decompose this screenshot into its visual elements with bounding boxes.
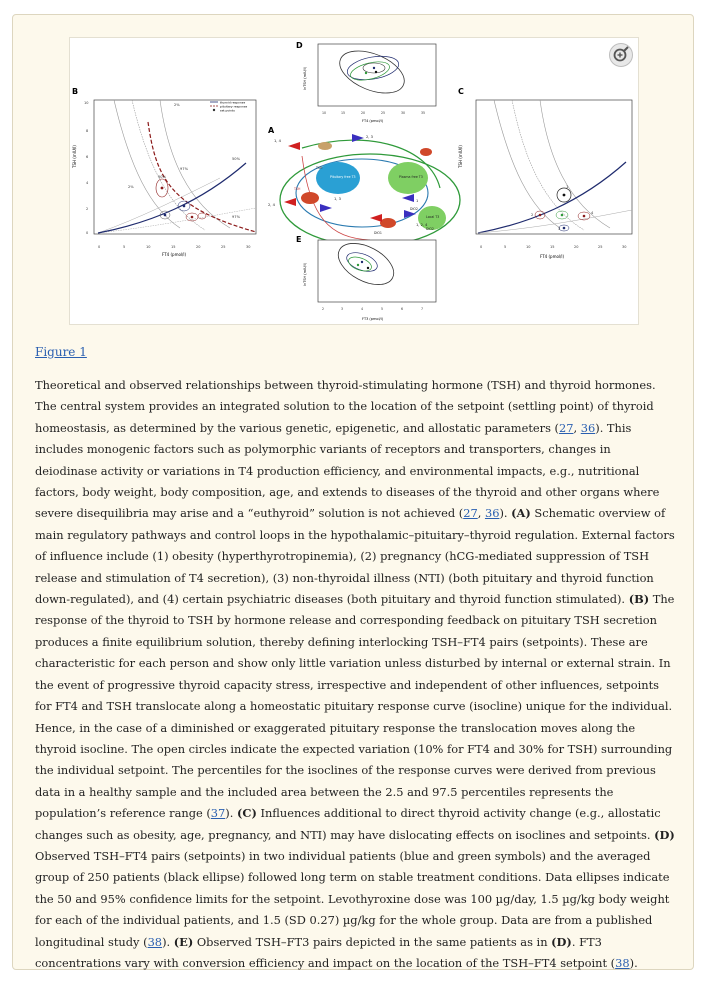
panel-e-ylabel: lnTSH (mIU/l)	[303, 262, 307, 286]
c-marker-label: 3	[558, 227, 561, 231]
svg-text:8: 8	[86, 129, 89, 133]
svg-text:10: 10	[84, 101, 89, 105]
panel-d-xlabel: FT4 (pmol/l)	[362, 119, 384, 123]
panel-d-label: D	[296, 41, 303, 50]
figure-card	[12, 14, 694, 970]
panel-b	[72, 87, 256, 257]
panel-e-label: E	[296, 235, 302, 244]
ref-link[interactable]: 38	[147, 934, 163, 949]
figure-illustration	[70, 38, 638, 324]
caption-text: ).	[499, 506, 512, 521]
c-marker-label: 4	[591, 211, 594, 215]
a-number: 2, 4	[268, 203, 275, 207]
panel-ref: (B)	[628, 592, 650, 607]
panel-b-label: B	[72, 87, 79, 96]
panel-ref: (C)	[236, 806, 257, 821]
panel-d-ylabel: lnTSH (mIU/l)	[303, 66, 307, 90]
a-label: DIO2	[410, 207, 418, 211]
a-label: TSH	[316, 166, 323, 170]
svg-text:25: 25	[221, 245, 226, 249]
svg-text:5: 5	[123, 245, 126, 249]
panel-a-label: A	[268, 126, 275, 135]
panel-c-xlabel: FT4 (pmol/l)	[540, 254, 565, 259]
caption-text: Schematic overview of main regulatory pathways and control loops in the hypothalamic–pituitary–thyroid regulation. External factors of influence include (1) obesity (hyperthyrotropinemia), (2) pregnancy (hCG-mediated suppression of TSH release and stimulation of T4 secretion), (3) non-thyroidal illness (NTI) (both pituitary and thyroid function down-regulated), and (4) certain psychiatric diseases (both pituitary and thyroid function stimulated).	[35, 506, 675, 607]
caption-text: ).	[162, 934, 174, 949]
svg-text:5: 5	[504, 245, 507, 249]
svg-text:30: 30	[622, 245, 627, 249]
panel-c-ylabel: TSH (mIU/l)	[458, 145, 463, 168]
a-label: DIO1	[374, 231, 382, 235]
ref-link[interactable]: 38	[615, 955, 630, 970]
svg-text:15: 15	[171, 245, 176, 249]
zoom-in-icon	[610, 44, 632, 66]
caption-text: ). This includes monogenic factors such as polymorphic variants of receptors and transporters, changes in deiodinase activity or variations in T4 production efficiency, and environmental impacts, e.g., nutritional factors, body weight, body composition, age, and extends to diseases of the thyroid and other organs where severe disequilibria may arise and a “euthyroid” solution is not achieved (	[35, 420, 660, 521]
c-marker-label: 2	[531, 213, 534, 217]
caption-text: Observed TSH–FT3 pairs depicted in the same patients as in	[193, 934, 552, 949]
c-marker-label: 1	[566, 185, 569, 189]
a-label: Pituitary free T3	[330, 175, 356, 179]
caption-text: . FT3 concentrations vary with conversion efficiency and impact on the location of the TSH–FT4 setpoint (	[35, 934, 616, 970]
a-number: 2, 3	[366, 135, 373, 139]
panel-ref: (A)	[511, 506, 531, 521]
svg-text:25: 25	[598, 245, 603, 249]
svg-text:30: 30	[401, 111, 406, 115]
svg-text:6: 6	[401, 307, 404, 311]
ref-link[interactable]: 27	[559, 420, 574, 435]
panel-ref: (D)	[551, 934, 572, 949]
svg-text:10: 10	[526, 245, 531, 249]
caption-text: ).	[629, 955, 638, 970]
a-label: DIO2	[426, 227, 434, 231]
a-number: 1, 4	[274, 139, 281, 143]
svg-text:35: 35	[421, 111, 426, 115]
figure-link[interactable]: Figure 1	[35, 345, 87, 359]
panel-b-ylabel: TSH (mIU/l)	[72, 145, 77, 168]
pct-label: 97%	[232, 215, 240, 219]
caption-text: Theoretical and observed relationships between thyroid-stimulating hormone (TSH) and thyroid hormones. The central system provides an integrated solution to the location of the setpoint (settling point) of thyroid homeostasis, as determined by the various genetic, epigenetic, and allostatic parameters (	[35, 378, 656, 435]
svg-text:20: 20	[574, 245, 579, 249]
svg-text:25: 25	[381, 111, 386, 115]
pct-label: 2%	[128, 185, 134, 189]
ref-link[interactable]: 36	[580, 420, 596, 435]
svg-text:2: 2	[86, 207, 89, 211]
legend-pituitary: pituitary response	[220, 104, 248, 109]
svg-text:15: 15	[550, 245, 555, 249]
panel-c	[458, 87, 632, 259]
caption-text: ).	[225, 806, 237, 821]
panel-ref: (E)	[173, 934, 194, 949]
ref-link[interactable]: 36	[484, 506, 500, 521]
a-label: TSH	[294, 187, 301, 191]
panel-c-label: C	[458, 87, 464, 96]
panel-b-xlabel: FT4 (pmol/l)	[162, 252, 187, 257]
zoom-button[interactable]	[609, 43, 633, 67]
svg-text:20: 20	[361, 111, 366, 115]
caption-text: The response of the thyroid to TSH by hormone release and corresponding feedback on pituitary TSH secretion produces a finite equilibrium solution, thereby defining interlocking TSH–FT4 pairs (setpoints). These are characteristic for each person and show only little variation unless disturbed by internal or external strain. In the event of progressive thyroid capacity stress, irrespective and independent of other influences, setpoints for FT4 and TSH translocate along a homeostatic pituitary response curve (isocline) unique for the individual. Hence, in the case of a diminished or exaggerated pituitary response the translocation moves along the thyroid isocline. The open circles indicate the expected variation (10% for FT4 and 30% for TSH) surrounding the individual setpoint. The percentiles for the isoclines of the response curves were derived from previous data in a healthy sample and the included area between the 2.5 and 97.5 percentiles represents the population’s reference range (	[35, 592, 675, 821]
ref-link[interactable]: 37	[210, 806, 226, 821]
figure-caption: Theoretical and observed relationships between thyroid-stimulating hormone (TSH) and thyroid hormones. The central system provides an integrated solution to the location of the setpoint (settling point) of thyroid homeostasis, as determined by the various genetic, epigenetic, and allostatic parameters (27, 36). This includes monogenic factors such as polymorphic variants of receptors and transporters, changes in deiodinase activity or variations in T4 production efficiency, and environmental impacts, e.g., nutritional factors, body weight, body composition, age, and extends to diseases of the thyroid and other organs where severe disequilibria may arise and a “euthyroid” solution is not achieved (27, 36). (A) Schematic overview of main regulatory pathways and control loops in the hypothalamic–pituitary–thyroid regulation. External factors of influence include (1) obesity (hyperthyrotropinemia), (2) pregnancy (hCG-mediated suppression of TSH release and stimulation of T4 secretion), (3) non-thyroidal illness (NTI) (both pituitary and thyroid function down-regulated), and (4) certain psychiatric diseases (both pituitary and thyroid function stimulated). (B) The response of the thyroid to TSH by hormone release and corresponding feedback on pituitary TSH secretion produces a finite equilibrium solution, thereby defining interlocking TSH–FT4 pairs (setpoints). These are characteristic for each person and show only little variation unless disturbed by internal or external strain. In the event of progressive thyroid capacity stress, irrespective and independent of other influences, setpoints for FT4 and TSH translocate along a homeostatic pituitary response curve (isocline) unique for the individual. Hence, in the case of a diminished or exaggerated pituitary response the translocation moves along the thyroid isocline. The open circles indicate the expected variation (10% for FT4 and 30% for TSH) surrounding the individual setpoint. The percentiles for the isoclines of the response curves were derived from previous data in a healthy sample and the included area between the 2.5 and 97.5 percentiles represents the population’s reference range (37). (C) Influences additional to direct thyroid activity change (e.g., allostatic changes such as obesity, age, pregnancy, and NTI) may have dislocating effects on isoclines and setpoints. (D) Observed TSH–FT4 pairs (setpoints) in two individual patients (blue and green symbols) and the averaged group of 250 patients (black ellipse) followed long term on stable treatment conditions. Data ellipses indicate the 50 and 95% confidence limits for the setpoint. Levothyroxine dose was 100 µg/day, 1.5 µg/kg body weight for each of the individual patients, and 1.5 (SD 0.27) µg/kg for the whole group. Data are from a published longitudinal study (38). (E) Observed TSH–FT3 pairs depicted in the same patients as in (D). FT3 concentrations vary with conversion efficiency and impact on the location of the TSH–FT4 setpoint (38).	[35, 378, 675, 970]
a-label: Local T3	[426, 215, 440, 219]
a-number: 1	[416, 199, 419, 203]
pct-label: 2%	[174, 103, 180, 107]
caption-text: Influences additional to direct thyroid activity change (e.g., allostatic changes such as obesity, age, pregnancy, and NTI) may have dislocating effects on isoclines and setpoints.	[35, 806, 661, 842]
svg-text:15: 15	[341, 111, 346, 115]
svg-text:20: 20	[196, 245, 201, 249]
svg-text:2: 2	[322, 307, 325, 311]
svg-text:0: 0	[98, 245, 101, 249]
legend-thyroid: thyroid response	[220, 100, 246, 105]
panel-ref: (D)	[654, 827, 675, 842]
svg-text:0: 0	[86, 231, 89, 235]
svg-text:10: 10	[322, 111, 327, 115]
panel-d	[296, 41, 436, 123]
svg-text:4: 4	[86, 181, 89, 185]
pct-label: 50%	[232, 157, 240, 161]
a-label: Plasma free T3	[399, 175, 423, 179]
svg-text:5: 5	[381, 307, 384, 311]
ref-link[interactable]: 27	[463, 506, 478, 521]
panel-e	[296, 235, 436, 321]
figure-image[interactable]	[69, 37, 639, 325]
svg-text:4: 4	[361, 307, 364, 311]
svg-text:6: 6	[86, 155, 89, 159]
svg-text:3: 3	[341, 307, 344, 311]
svg-text:30: 30	[246, 245, 251, 249]
panel-a	[268, 126, 460, 246]
a-number: 1, 2, 4	[416, 223, 428, 227]
svg-text:7: 7	[421, 307, 424, 311]
caption-text: Observed TSH–FT4 pairs (setpoints) in two individual patients (blue and green symbols) and the averaged group of 250 patients (black ellipse) followed long term on stable treatment conditions. Data ellipses indicate the 50 and 95% confidence limits for the setpoint. Levothyroxine dose was 100 µg/day, 1.5 µg/kg body weight for each of the individual patients, and 1.5 (SD 0.27) µg/kg for the whole group. Data are from a published longitudinal study (	[35, 848, 670, 949]
pct-label: 50%	[158, 175, 166, 179]
a-number: 1, 3	[334, 197, 341, 201]
svg-text:0: 0	[480, 245, 483, 249]
legend-setpoints: set points	[220, 108, 235, 113]
panel-e-xlabel: FT3 (pmol/l)	[362, 317, 384, 321]
pct-label: 97%	[180, 167, 188, 171]
svg-text:10: 10	[146, 245, 151, 249]
